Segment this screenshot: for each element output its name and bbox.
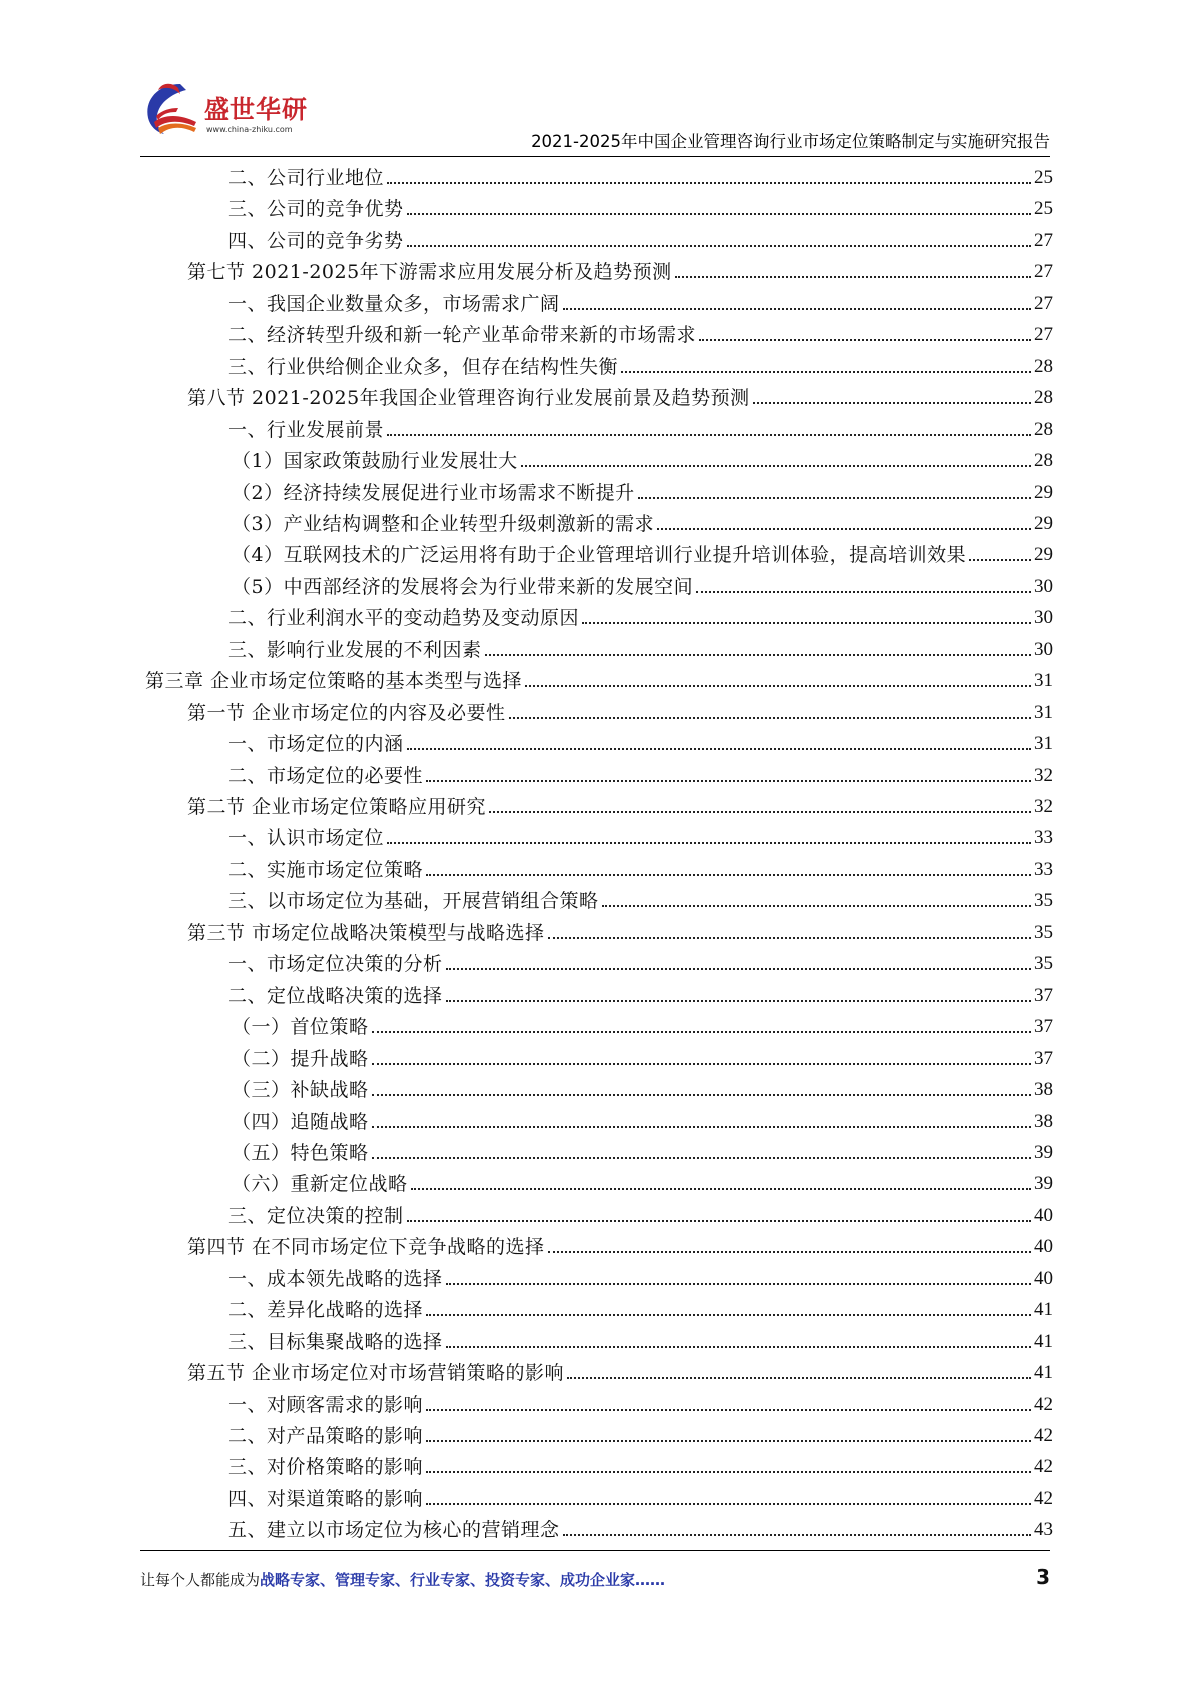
toc-entry-title: 第八节 2021-2025年我国企业管理咨询行业发展前景及趋势预测 bbox=[187, 387, 750, 410]
toc-entry-title: 三、目标集聚战略的选择 bbox=[228, 1330, 443, 1353]
slogan-lead: 让每个人都能成为 bbox=[140, 1571, 261, 1589]
toc-leader-dots bbox=[753, 402, 1031, 404]
toc-entry[interactable] bbox=[232, 569, 1053, 599]
toc-entry-title: （二）提升战略 bbox=[232, 1047, 369, 1070]
toc-leader-dots bbox=[372, 1063, 1031, 1065]
toc-leader-dots bbox=[411, 1188, 1031, 1190]
toc-leader-dots bbox=[638, 497, 1031, 499]
toc-leader-dots bbox=[563, 308, 1031, 310]
toc-entry-page: 39 bbox=[1034, 1141, 1053, 1163]
toc-entry-title: 第一节 企业市场定位的内容及必要性 bbox=[187, 701, 506, 724]
toc-leader-dots bbox=[446, 968, 1031, 970]
toc-entry[interactable] bbox=[232, 1009, 1053, 1039]
toc-entry-page: 32 bbox=[1034, 796, 1053, 817]
toc-entry-title: 二、市场定位的必要性 bbox=[228, 764, 424, 787]
toc-entry-title: （4）互联网技术的广泛运用将有助于企业管理培训行业提升培训体验，提高培训效果 bbox=[232, 544, 967, 567]
toc-leader-dots bbox=[969, 559, 1031, 561]
toc-entry[interactable] bbox=[228, 820, 1053, 850]
toc-entry-page: 31 bbox=[1034, 733, 1053, 755]
toc-leader-dots bbox=[582, 622, 1031, 624]
toc-entry-page: 35 bbox=[1034, 953, 1053, 975]
toc-entry[interactable] bbox=[228, 726, 1053, 756]
toc-entry[interactable] bbox=[228, 1512, 1053, 1542]
toc-leader-dots bbox=[407, 213, 1031, 215]
toc-entry-page: 28 bbox=[1034, 418, 1053, 440]
toc-entry[interactable] bbox=[145, 663, 1053, 693]
toc-leader-dots bbox=[675, 276, 1031, 278]
toc-entry-page: 42 bbox=[1034, 1456, 1053, 1478]
toc-entry[interactable] bbox=[232, 475, 1053, 505]
toc-entry-title: （三）补缺战略 bbox=[232, 1079, 369, 1102]
toc-entry-page: 32 bbox=[1034, 764, 1053, 786]
toc-entry[interactable] bbox=[232, 1072, 1053, 1102]
toc-entry-page: 31 bbox=[1034, 670, 1053, 692]
toc-leader-dots bbox=[387, 842, 1031, 844]
toc-entry[interactable] bbox=[232, 443, 1053, 473]
toc-entry[interactable] bbox=[187, 254, 1053, 284]
toc-entry-page: 40 bbox=[1034, 1236, 1053, 1258]
toc-entry-title: 第三节 市场定位战略决策模型与战略选择 bbox=[187, 921, 545, 944]
toc-entry-title: 第四节 在不同市场定位下竞争战略的选择 bbox=[187, 1236, 545, 1259]
toc-entry-title: 第三章 企业市场定位策略的基本类型与选择 bbox=[145, 670, 523, 693]
toc-entry[interactable] bbox=[187, 380, 1053, 410]
footer-slogan bbox=[140, 1569, 665, 1590]
toc-entry[interactable] bbox=[228, 1387, 1053, 1417]
toc-leader-dots bbox=[426, 874, 1031, 876]
toc-entry-title: 三、以市场定位为基础，开展营销组合策略 bbox=[228, 890, 599, 913]
toc-entry-title: （2）经济持续发展促进行业市场需求不断提升 bbox=[232, 481, 635, 504]
toc-entry-title: 一、市场定位决策的分析 bbox=[228, 953, 443, 976]
header-divider bbox=[140, 156, 1050, 157]
toc-leader-dots bbox=[426, 1314, 1031, 1316]
toc-entry-title: 一、认识市场定位 bbox=[228, 827, 385, 850]
toc-entry-title: 三、对价格策略的影响 bbox=[228, 1456, 424, 1479]
toc-leader-dots bbox=[489, 811, 1031, 813]
toc-entry[interactable] bbox=[228, 191, 1053, 221]
toc-entry[interactable] bbox=[187, 789, 1053, 819]
toc-leader-dots bbox=[407, 245, 1031, 247]
toc-leader-dots bbox=[372, 1094, 1031, 1096]
toc-leader-dots bbox=[525, 685, 1031, 687]
toc-entry[interactable] bbox=[228, 883, 1053, 913]
toc-entry-title: 第二节 企业市场定位策略应用研究 bbox=[187, 796, 487, 818]
toc-entry-page: 40 bbox=[1034, 1267, 1053, 1289]
toc-leader-dots bbox=[372, 1126, 1031, 1128]
toc-entry-page: 30 bbox=[1034, 607, 1053, 629]
company-logo bbox=[140, 78, 310, 148]
toc-entry-title: 一、我国企业数量众多，市场需求广阔 bbox=[228, 292, 560, 315]
toc-leader-dots bbox=[602, 905, 1031, 907]
toc-entry-page: 29 bbox=[1034, 512, 1053, 534]
toc-entry[interactable] bbox=[228, 286, 1053, 316]
toc-entry-title: （1）国家政策鼓励行业发展壮大 bbox=[232, 450, 518, 473]
toc-entry-title: 一、对顾客需求的影响 bbox=[228, 1393, 424, 1416]
toc-entry[interactable] bbox=[228, 223, 1053, 253]
toc-entry-page: 39 bbox=[1034, 1173, 1053, 1195]
toc-entry-page: 29 bbox=[1034, 544, 1053, 566]
toc-leader-dots bbox=[696, 591, 1031, 593]
toc-entry[interactable] bbox=[228, 632, 1053, 662]
toc-entry[interactable] bbox=[228, 412, 1053, 442]
toc-entry-page: 37 bbox=[1034, 1047, 1053, 1069]
toc-leader-dots bbox=[426, 1503, 1031, 1505]
toc-entry[interactable] bbox=[228, 1198, 1053, 1228]
toc-entry[interactable] bbox=[228, 758, 1053, 788]
toc-entry-title: 第七节 2021-2025年下游需求应用发展分析及趋势预测 bbox=[187, 261, 672, 284]
toc-entry-page: 35 bbox=[1034, 890, 1053, 912]
toc-entry-page: 33 bbox=[1034, 858, 1053, 880]
toc-entry[interactable] bbox=[187, 915, 1053, 945]
toc-entry-page: 30 bbox=[1034, 638, 1053, 660]
toc-entry-title: 四、公司的竞争劣势 bbox=[228, 229, 404, 252]
toc-entry-title: 四、对渠道策略的影响 bbox=[228, 1487, 424, 1510]
toc-entry-page: 25 bbox=[1034, 198, 1053, 220]
toc-leader-dots bbox=[372, 1031, 1031, 1033]
page-header bbox=[140, 78, 1050, 154]
toc-entry[interactable] bbox=[228, 1261, 1053, 1291]
toc-entry-page: 27 bbox=[1034, 292, 1053, 314]
toc-leader-dots bbox=[426, 1440, 1031, 1442]
toc-entry-title: 二、对产品策略的影响 bbox=[228, 1425, 424, 1447]
toc-entry[interactable] bbox=[232, 506, 1053, 536]
toc-entry-title: （5）中西部经济的发展将会为行业带来新的发展空间 bbox=[232, 575, 694, 598]
toc-entry-title: 五、建立以市场定位为核心的营销理念 bbox=[228, 1519, 560, 1542]
toc-entry[interactable] bbox=[228, 978, 1053, 1008]
toc-entry-page: 30 bbox=[1034, 575, 1053, 597]
toc-entry-page: 41 bbox=[1034, 1362, 1053, 1384]
toc-leader-dots bbox=[521, 465, 1031, 467]
logo-text: 盛世华研 bbox=[204, 95, 309, 124]
toc-entry-page: 28 bbox=[1034, 387, 1053, 409]
toc-entry[interactable] bbox=[187, 1355, 1053, 1385]
toc-leader-dots bbox=[548, 937, 1031, 939]
toc-entry[interactable] bbox=[232, 1041, 1053, 1071]
toc-entry-page: 38 bbox=[1034, 1110, 1053, 1132]
toc-entry-page: 27 bbox=[1034, 324, 1053, 346]
toc-entry-page: 42 bbox=[1034, 1487, 1053, 1509]
page-footer bbox=[140, 1565, 1050, 1595]
toc-entry[interactable] bbox=[187, 1229, 1053, 1259]
toc-entry-page: 37 bbox=[1034, 984, 1053, 1006]
toc-entry-page: 27 bbox=[1034, 261, 1053, 283]
toc-leader-dots bbox=[657, 528, 1031, 530]
toc-entry-page: 25 bbox=[1034, 167, 1053, 188]
toc-entry-title: （六）重新定位战略 bbox=[232, 1173, 408, 1196]
toc-entry-page: 27 bbox=[1034, 229, 1053, 251]
toc-leader-dots bbox=[548, 1251, 1031, 1253]
toc-entry-page: 42 bbox=[1034, 1393, 1053, 1415]
toc-leader-dots bbox=[567, 1377, 1031, 1379]
toc-leader-dots bbox=[446, 1283, 1031, 1285]
toc-leader-dots bbox=[372, 1157, 1031, 1159]
footer-divider bbox=[140, 1550, 1050, 1551]
toc-leader-dots bbox=[426, 1471, 1031, 1473]
toc-entry-title: 一、成本领先战略的选择 bbox=[228, 1267, 443, 1290]
toc-leader-dots bbox=[699, 339, 1031, 341]
toc-entry[interactable] bbox=[228, 852, 1053, 882]
toc-entry-title: （一）首位策略 bbox=[232, 1016, 369, 1039]
toc-leader-dots bbox=[446, 1346, 1031, 1348]
toc-entry[interactable] bbox=[228, 349, 1053, 379]
toc-entry-title: 第五节 企业市场定位对市场营销策略的影响 bbox=[187, 1362, 565, 1385]
toc-leader-dots bbox=[563, 1534, 1031, 1536]
toc-entry[interactable] bbox=[232, 1166, 1053, 1196]
toc-entry-page: 28 bbox=[1034, 355, 1053, 377]
toc-entry-page: 37 bbox=[1034, 1016, 1053, 1038]
toc-entry-title: 二、定位战略决策的选择 bbox=[228, 984, 443, 1007]
toc-entry-page: 43 bbox=[1034, 1519, 1053, 1541]
toc-entry-page: 35 bbox=[1034, 921, 1053, 943]
toc-entry-title: （3）产业结构调整和企业转型升级刺激新的需求 bbox=[232, 512, 655, 535]
toc-entry[interactable] bbox=[228, 160, 1053, 190]
toc-entry-page: 41 bbox=[1034, 1299, 1053, 1321]
toc-entry[interactable] bbox=[232, 1104, 1053, 1134]
toc-leader-dots bbox=[407, 1220, 1031, 1222]
toc-entry[interactable] bbox=[228, 946, 1053, 976]
toc-entry-title: （四）追随战略 bbox=[232, 1110, 369, 1133]
toc-entry[interactable] bbox=[228, 1449, 1053, 1479]
toc-entry-title: 二、公司行业地位 bbox=[228, 167, 385, 189]
toc-entry[interactable] bbox=[228, 1324, 1053, 1354]
logo-swoosh-icon bbox=[140, 78, 210, 140]
toc-entry-page: 41 bbox=[1034, 1330, 1053, 1352]
toc-entry-title: 一、市场定位的内涵 bbox=[228, 733, 404, 756]
toc-entry-page: 38 bbox=[1034, 1079, 1053, 1101]
toc-entry-title: 二、行业利润水平的变动趋势及变动原因 bbox=[228, 607, 580, 630]
toc-leader-dots bbox=[407, 748, 1031, 750]
toc-leader-dots bbox=[387, 434, 1031, 436]
toc-entry-title: 三、公司的竞争优势 bbox=[228, 198, 404, 221]
toc-leader-dots bbox=[446, 1000, 1031, 1002]
toc-entry-title: 三、行业供给侧企业众多，但存在结构性失衡 bbox=[228, 355, 619, 378]
toc-entry-title: 三、定位决策的控制 bbox=[228, 1204, 404, 1227]
logo-url: www.china-zhiku.com bbox=[206, 125, 293, 134]
toc-entry[interactable] bbox=[228, 600, 1053, 630]
toc-leader-dots bbox=[621, 371, 1031, 373]
toc-entry-page: 40 bbox=[1034, 1204, 1053, 1226]
toc-entry-title: 二、实施市场定位策略 bbox=[228, 858, 424, 881]
toc-entry[interactable] bbox=[232, 537, 1053, 567]
report-title: 2021-2025年中国企业管理咨询行业市场定位策略制定与实施研究报告 bbox=[531, 132, 1050, 151]
toc-leader-dots bbox=[387, 182, 1031, 184]
toc-entry-title: 二、差异化战略的选择 bbox=[228, 1299, 424, 1322]
toc-entry[interactable] bbox=[228, 1418, 1053, 1448]
toc-entry-page: 31 bbox=[1034, 701, 1053, 723]
slogan-highlight: 战略专家、管理专家、行业专家、投资专家、成功企业家…… bbox=[260, 1571, 666, 1589]
toc-leader-dots bbox=[426, 1409, 1031, 1411]
toc-entry-title: 一、行业发展前景 bbox=[228, 418, 385, 441]
toc-entry[interactable] bbox=[228, 317, 1053, 347]
toc-entry-page: 28 bbox=[1034, 450, 1053, 472]
toc-entry-title: 二、经济转型升级和新一轮产业革命带来新的市场需求 bbox=[228, 324, 697, 347]
toc-leader-dots bbox=[509, 717, 1031, 719]
toc-entry-title: （五）特色策略 bbox=[232, 1141, 369, 1164]
toc-entry[interactable] bbox=[187, 695, 1053, 725]
toc-entry-page: 33 bbox=[1034, 827, 1053, 849]
toc-entry-page: 29 bbox=[1034, 481, 1053, 503]
toc-entry-title: 三、影响行业发展的不利因素 bbox=[228, 638, 482, 661]
toc-entry[interactable] bbox=[228, 1292, 1053, 1322]
toc-leader-dots bbox=[485, 654, 1031, 656]
toc-leader-dots bbox=[426, 780, 1031, 782]
page-number: 3 bbox=[1036, 1565, 1050, 1589]
toc-entry[interactable] bbox=[232, 1135, 1053, 1165]
toc-entry-page: 42 bbox=[1034, 1425, 1053, 1446]
toc-entry[interactable] bbox=[228, 1481, 1053, 1511]
